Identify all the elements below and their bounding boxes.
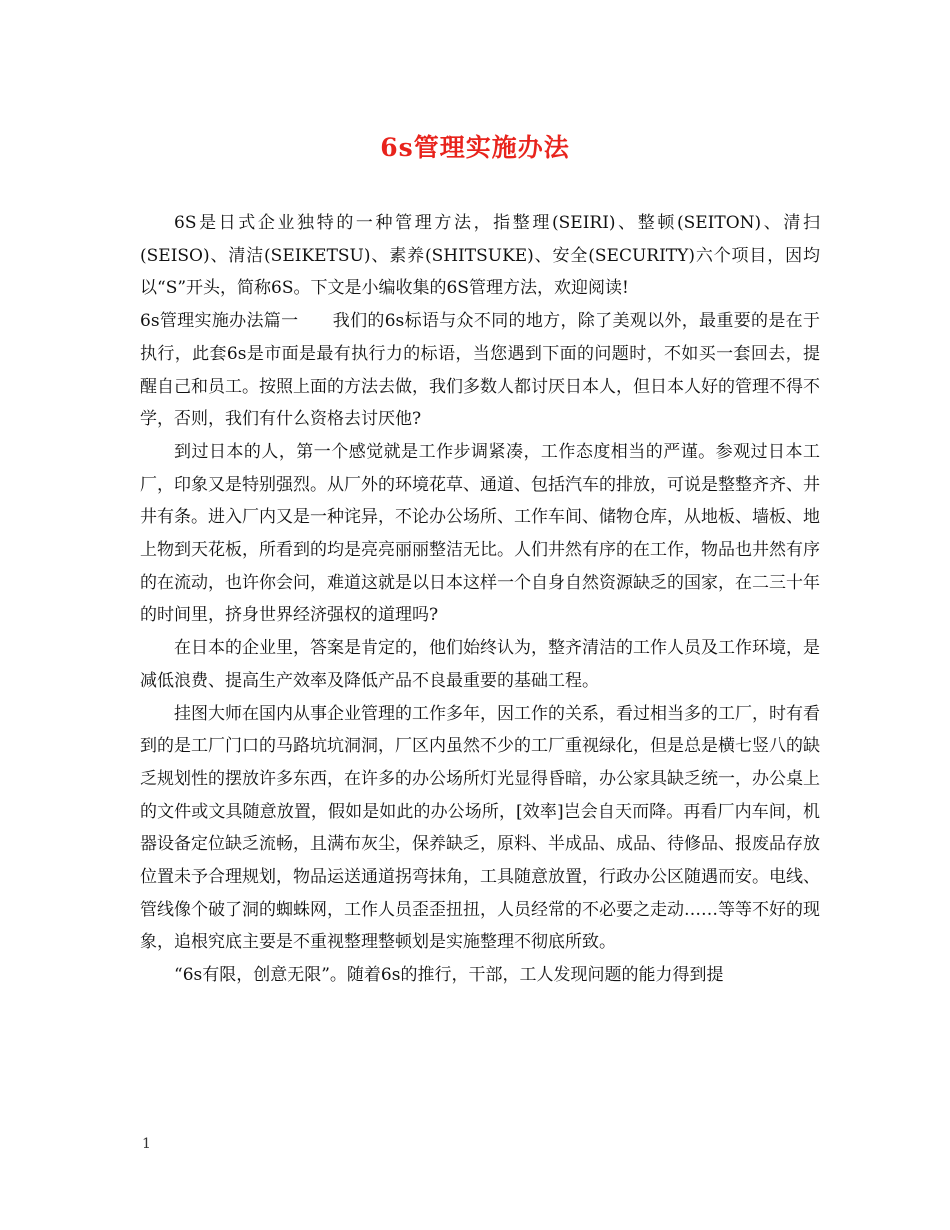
document-body [140, 207, 820, 992]
section-first-paragraph-text: 我们的6s标语与众不同的地方，除了美观以外，最重要的是在于执行，此套6s是市面是最有执行力的标语，当您遇到下面的问题时，不如买一套回去，提醒自己和员工。按照上面的方法去做，我们多数人都讨厌日本人，但日本人好的管理不得不学，否则，我们有什么资格去讨厌他? [140, 311, 820, 430]
intro-paragraph: 6S是日式企业独特的一种管理方法，指整理(SEIRI)、整顿(SEITON)、清扫(SEISO)、清洁(SEIKETSU)、素养(SHITSUKE)、安全(SECURITY)六个项目，因均以“S”开头，简称6S。下文是小编收集的6S管理方法，欢迎阅读! [140, 213, 820, 299]
body-paragraph-japan-factories: 到过日本的人，第一个感觉就是工作步调紧凑，工作态度相当的严谨。参观过日本工厂，印象又是特别强烈。从厂外的环境花草、通道、包括汽车的排放，可说是整整齐齐、井井有条。进入厂内又是一种诧异，不论办公场所、工作车间、储物仓库，从地板、墙板、地上物到天花板，所看到的均是亮亮丽丽整洁无比。人们井然有序的在工作，物品也井然有序的在流动，也许你会问，难道这就是以日本这样一个自身自然资源缺乏的国家，在二三十年的时间里，挤身世界经济强权的道理吗? [140, 441, 820, 626]
body-paragraph-japanese-enterprises: 在日本的企业里，答案是肯定的，他们始终认为，整齐清洁的工作人员及工作环境，是减低浪费、提高生产效率及降低产品不良最重要的基础工程。 [140, 638, 820, 691]
document-title: 6s管理实施办法 [380, 133, 570, 162]
section-first-paragraph [140, 305, 820, 436]
body-paragraph-domestic-factories: 挂图大师在国内从事企业管理的工作多年，因工作的关系，看过相当多的工厂，时有看到的是工厂门口的马路坑坑洞洞，厂区内虽然不少的工厂重视绿化，但是总是横七竖八的缺乏规划性的摆放许多东西，在许多的办公场所灯光显得昏暗，办公家具缺乏统一，办公桌上的文件或文具随意放置，假如是如此的办公场所，[效率]岂会自天而降。再看厂内车间，机器设备定位缺乏流畅，且满布灰尘，保养缺乏，原料、半成品、成品、待修品、报废品存放位置未予合理规划，物品运送通道拐弯抹角，工具随意放置，行政办公区随遇而安。电线、管线像个破了洞的蜘蛛网，工作人员歪歪扭扭，人员经常的不必要之走动……等等不好的现象，追根究底主要是不重视整理整顿划是实施整理不彻底所致。 [140, 703, 820, 953]
body-paragraph-6s-creativity: “6s有限，创意无限”。随着6s的推行，干部，工人发现问题的能力得到提 [174, 965, 724, 986]
section-heading: 6s管理实施办法篇一 [140, 311, 299, 332]
page-number: 1 [142, 1136, 151, 1152]
